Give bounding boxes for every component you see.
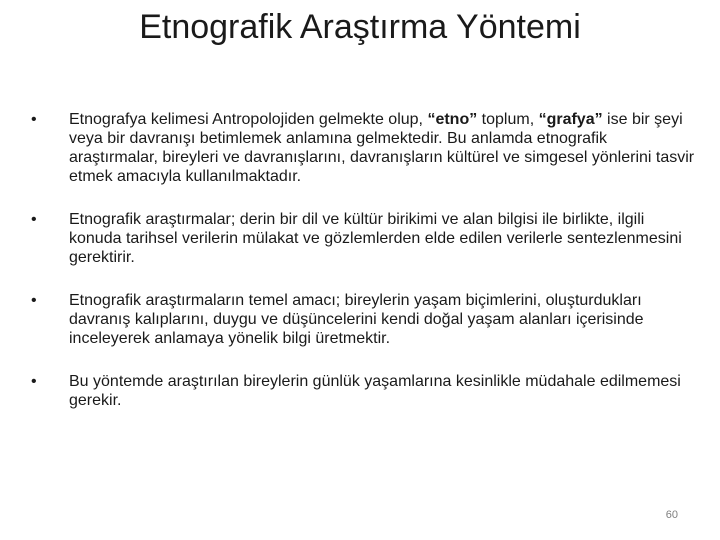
bullet-text-1-term-grafya: “grafya” xyxy=(538,111,603,128)
bullet-list xyxy=(24,110,696,434)
bullet-text-2: Etnografik araştırmalar; derin bir dil ve kültür birikimi ve alan bilgisi ile birlikte, ilgili konuda tarihsel verilerin mülakat ve gözlemlerden elde edilen verilerle sentezlenmesini gerektirir. xyxy=(69,211,682,266)
bullet-dot-icon: • xyxy=(31,211,37,228)
bullet-dot-icon: • xyxy=(31,373,37,390)
bullet-item-3 xyxy=(24,291,696,348)
bullet-text-4: Bu yöntemde araştırılan bireylerin günlük yaşamlarına kesinlikle müdahale edilmemesi gerekir. xyxy=(69,373,681,409)
bullet-text-1-part-1: Etnografya kelimesi Antropolojiden gelmekte olup, xyxy=(69,111,428,128)
bullet-item-2 xyxy=(24,210,696,267)
page-number: 60 xyxy=(665,509,678,521)
bullet-text-1-term-etno: “etno” xyxy=(427,111,478,128)
bullet-dot-icon: • xyxy=(31,292,37,309)
bullet-text-1-part-2: toplum, xyxy=(477,111,539,128)
slide-title: Etnografik Araştırma Yöntemi xyxy=(139,8,581,46)
bullet-item-4 xyxy=(24,372,696,410)
bullet-dot-icon: • xyxy=(31,111,37,128)
bullet-text-1-part-3: ise bir şeyi veya bir davranışı betimlemek anlamına gelmektedir. Bu anlamda etnografik araştırmalar, bireyleri ve davranışlarını, davranışların kültürel ve simgesel yönlerini tasvir etmek amacıyla kullanılmaktadır. xyxy=(69,111,695,185)
bullet-text-3: Etnografik araştırmaların temel amacı; bireylerin yaşam biçimlerini, oluşturdukları davranış kalıplarını, duygu ve düşüncelerini kendi doğal yaşam alanları içerisinde inceleyerek anlamaya yönelik bilgi üretmektir. xyxy=(69,292,644,347)
bullet-item-1 xyxy=(24,110,696,186)
